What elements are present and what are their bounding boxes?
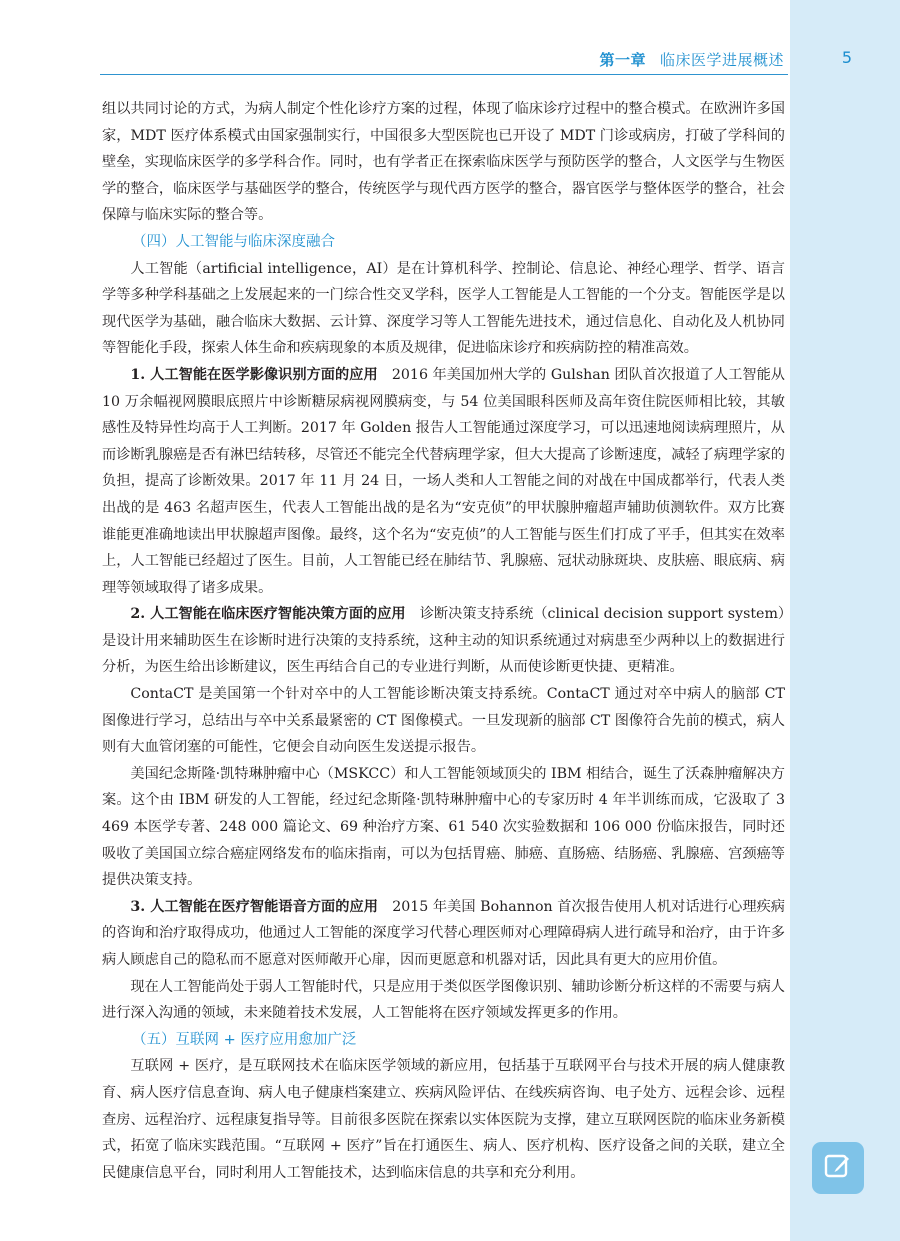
paragraph-text: 诊断决策支持系统（clinical decision support system）是设计用来辅助医生在诊断时进行决策的支持系统，这种主动的知识系统通过对病患至少两种以上的数据进行分析，为医生给出诊断建议，医生再结合自己的专业进行判断，从而使诊断更快捷、更精准。: [102, 606, 785, 676]
page-number: 5: [841, 48, 852, 67]
paragraph: [102, 362, 785, 601]
page-header: [100, 46, 788, 75]
paragraph-lead: 1. 人工智能在医学影像识别方面的应用: [130, 366, 378, 383]
paragraph-lead: 2. 人工智能在临床医疗智能决策方面的应用: [130, 606, 406, 623]
note-button[interactable]: [812, 1142, 864, 1194]
paragraph-lead: 3. 人工智能在医疗智能语音方面的应用: [130, 898, 379, 915]
chapter-title: 临床医学进展概述: [659, 51, 784, 69]
paragraph: 现在人工智能尚处于弱人工智能时代，只是应用于类似医学图像识别、辅助诊断分析这样的不需要与病人进行深入沟通的领域，未来随着技术发展，人工智能将在医疗领域发挥更多的作用。: [102, 978, 785, 1022]
paragraph: 人工智能（artificial intelligence，AI）是在计算机科学、控制论、信息论、神经心理学、哲学、语言学等多种学科基础之上发展起来的一门综合性交叉学科，医学人工智能是人工智能的一个分支。智能医学是以现代医学为基础，融合临床大数据、云计算、深度学习等人工智能先进技术，通过信息化、自动化及人机协同等智能化手段，探索人体生命和疾病现象的本质及规律，促进临床诊疗和疾病防控的精准高效。: [102, 260, 785, 357]
paragraph: ContaCT 是美国第一个针对卒中的人工智能诊断决策支持系统。ContaCT 通过对卒中病人的脑部 CT 图像进行学习，总结出与卒中关系最紧密的 CT 图像模式。一旦发现新的脑部 CT 图像符合先前的模式，病人则有大血管闭塞的可能性，它便会自动向医生发送提示报告。: [102, 686, 785, 756]
paragraph: [102, 601, 785, 681]
section-heading: （五）互联网 + 医疗应用愈加广泛: [132, 1031, 357, 1048]
chapter-label: 第一章: [599, 51, 646, 69]
side-band: [790, 0, 900, 1241]
paragraph: 美国纪念斯隆·凯特琳肿瘤中心（MSKCC）和人工智能领域顶尖的 IBM 相结合，诞生了沃森肿瘤解决方案。这个由 IBM 研发的人工智能，经过纪念斯隆·凯特琳肿瘤中心的专家历时 4 年半训练而成，它汲取了 3 469 本医学专著、248 000 篇论文、69 种治疗方案、61 540 次实验数据和 106 000 份临床报告，同时还吸收了美国国立综合癌症网络发布的临床指南，可以为包括胃癌、肺癌、直肠癌、结肠癌、乳腺癌、宫颈癌等提供决策支持。: [102, 765, 785, 889]
paragraph-text: 2015 年美国 Bohannon 首次报告使用人机对话进行心理疾病的咨询和治疗取得成功，他通过人工智能的深度学习代替心理医师对心理障碍病人进行疏导和治疗，由于许多病人顾虑自己的隐私而不愿意对医师敞开心扉，因而更愿意和机器对话，因此具有更大的应用价值。: [102, 898, 785, 968]
edit-note-icon: [822, 1150, 854, 1186]
running-title: [599, 49, 784, 70]
paragraph-text: 2016 年美国加州大学的 Gulshan 团队首次报道了人工智能从 10 万余幅视网膜眼底照片中诊断糖尿病视网膜病变，与 54 位美国眼科医师及高年资住院医师相比较，其敏感性及特异性均高于人工判断。2017 年 Golden 报告人工智能通过深度学习，可以迅速地阅读病理照片，从而诊断乳腺癌是否有淋巴结转移，尽管还不能完全代替病理学家，但大大提高了诊断速度，减轻了病理学家的负担，提高了诊断效果。2017 年 11 月 24 日，一场人类和人工智能之间的对战在中国成都举行，代表人类出战的是 463 名超声医生，代表人工智能出战的是名为“安克侦”的甲状腺肿瘤超声辅助侦测软件。双方比赛谁能更准确地读出甲状腺超声图像。最终，这个名为“安克侦”的人工智能与医生们打成了平手，但其实在效率上，人工智能已经超过了医生。目前，人工智能已经在肺结节、乳腺癌、冠状动脉斑块、皮肤癌、眼底病、病理等领域取得了诸多成果。: [102, 366, 785, 596]
paragraph: 互联网 + 医疗，是互联网技术在临床医学领域的新应用，包括基于互联网平台与技术开展的病人健康教育、病人医疗信息查询、病人电子健康档案建立、疾病风险评估、在线疾病咨询、电子处方、远程会诊、远程查房、远程治疗、远程康复指导等。目前很多医院在探索以实体医院为支撑，建立互联网医院的临床业务新模式，拓宽了临床实践范围。“互联网 + 医疗”旨在打通医生、病人、医疗机构、医疗设备之间的关联，建立全民健康信息平台，同时利用人工智能技术，达到临床信息的共享和充分利用。: [102, 1058, 785, 1181]
page-body: [102, 96, 785, 1186]
paragraph: [102, 894, 785, 974]
section-heading: （四）人工智能与临床深度融合: [132, 233, 335, 250]
paragraph: 组以共同讨论的方式，为病人制定个性化诊疗方案的过程，体现了临床诊疗过程中的整合模式。在欧洲许多国家，MDT 医疗体系模式由国家强制实行，中国很多大型医院也已开设了 MDT 门诊或病房，打破了学科间的壁垒，实现临床医学的多学科合作。同时，也有学者正在探索临床医学与预防医学的整合，人文医学与生物医学的整合，临床医学与基础医学的整合，传统医学与现代西方医学的整合，器官医学与整体医学的整合，社会保障与临床实际的整合等。: [102, 101, 785, 224]
